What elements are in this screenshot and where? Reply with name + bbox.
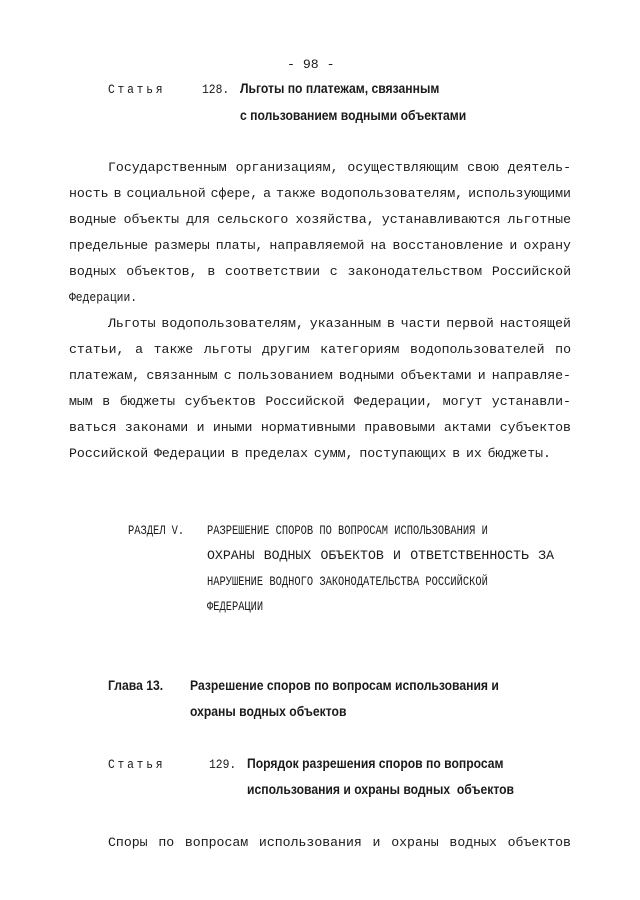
paragraph-2-line-2: статьи, а также льготы другим категориям водопользователей по xyxy=(69,342,571,357)
article-129-title-line1: Порядок разрешения споров по вопросам xyxy=(247,756,504,771)
paragraph-2-line-4: мым в бюджеты субъектов Российской Федерации, могут устанавли- xyxy=(69,394,571,409)
paragraph-3-line-1: Споры по вопросам использования и охраны водных объектов xyxy=(108,835,571,850)
paragraph-1-line-3: водные объекты для сельского хозяйства, устанавливаются льготные xyxy=(69,212,571,227)
section-5-title-line4: ФЕДЕРАЦИИ xyxy=(207,599,264,614)
chapter-13-title-line1: Разрешение споров по вопросам использования и xyxy=(190,678,499,693)
article-128-word: Статья xyxy=(108,82,166,97)
paragraph-2-line-5: ваться законами и иными нормативными правовыми актами субъектов xyxy=(69,420,571,435)
section-5-title-line1: РАЗРЕШЕНИЕ СПОРОВ ПО ВОПРОСАМ ИСПОЛЬЗОВАНИЯ И xyxy=(207,523,488,538)
article-128-number: 128. xyxy=(202,82,230,97)
paragraph-1-line-1: Государственным организациям, осуществляющим свою деятель- xyxy=(108,160,571,175)
paragraph-1-line-5: водных объектов, в соответствии с законодательством Российской xyxy=(69,264,571,279)
paragraph-1-line-4: предельные размеры платы, направляемой на восстановление и охрану xyxy=(69,238,571,253)
paragraph-2-line-3: платежам, связанным с пользованием водными объектами и направляе- xyxy=(69,368,571,383)
article-128-title-line1: Льготы по платежам, связанным xyxy=(240,81,440,96)
section-5-label: РАЗДЕЛ V. xyxy=(128,523,185,538)
section-5-title-line3: НАРУШЕНИЕ ВОДНОГО ЗАКОНОДАТЕЛЬСТВА РОССИЙСКОЙ xyxy=(207,574,488,589)
page-number: - 98 - xyxy=(287,57,335,72)
article-129-word: Статья xyxy=(108,757,166,772)
chapter-13-title-line2: охраны водных объектов xyxy=(190,704,347,719)
paragraph-1-line-6: Федерации. xyxy=(69,290,138,305)
article-128-title-line2: с пользованием водными объектами xyxy=(240,108,467,123)
paragraph-2-line-6: Российской Федерации в пределах сумм, поступающих в их бюджеты. xyxy=(69,446,551,461)
paragraph-2-line-1: Льготы водопользователям, указанным в части первой настоящей xyxy=(108,316,571,331)
chapter-13-label: Глава 13. xyxy=(108,678,164,693)
article-129-title-line2: использования и охраны водных объектов xyxy=(247,782,515,797)
section-5-title-line2: ОХРАНЫ ВОДНЫХ ОБЪЕКТОВ И ОТВЕТСТВЕННОСТЬ ЗА xyxy=(207,548,554,563)
paragraph-1-line-2: ность в социальной сфере, а также водопользователям, использующими xyxy=(69,186,571,201)
article-129-number: 129. xyxy=(209,757,237,772)
